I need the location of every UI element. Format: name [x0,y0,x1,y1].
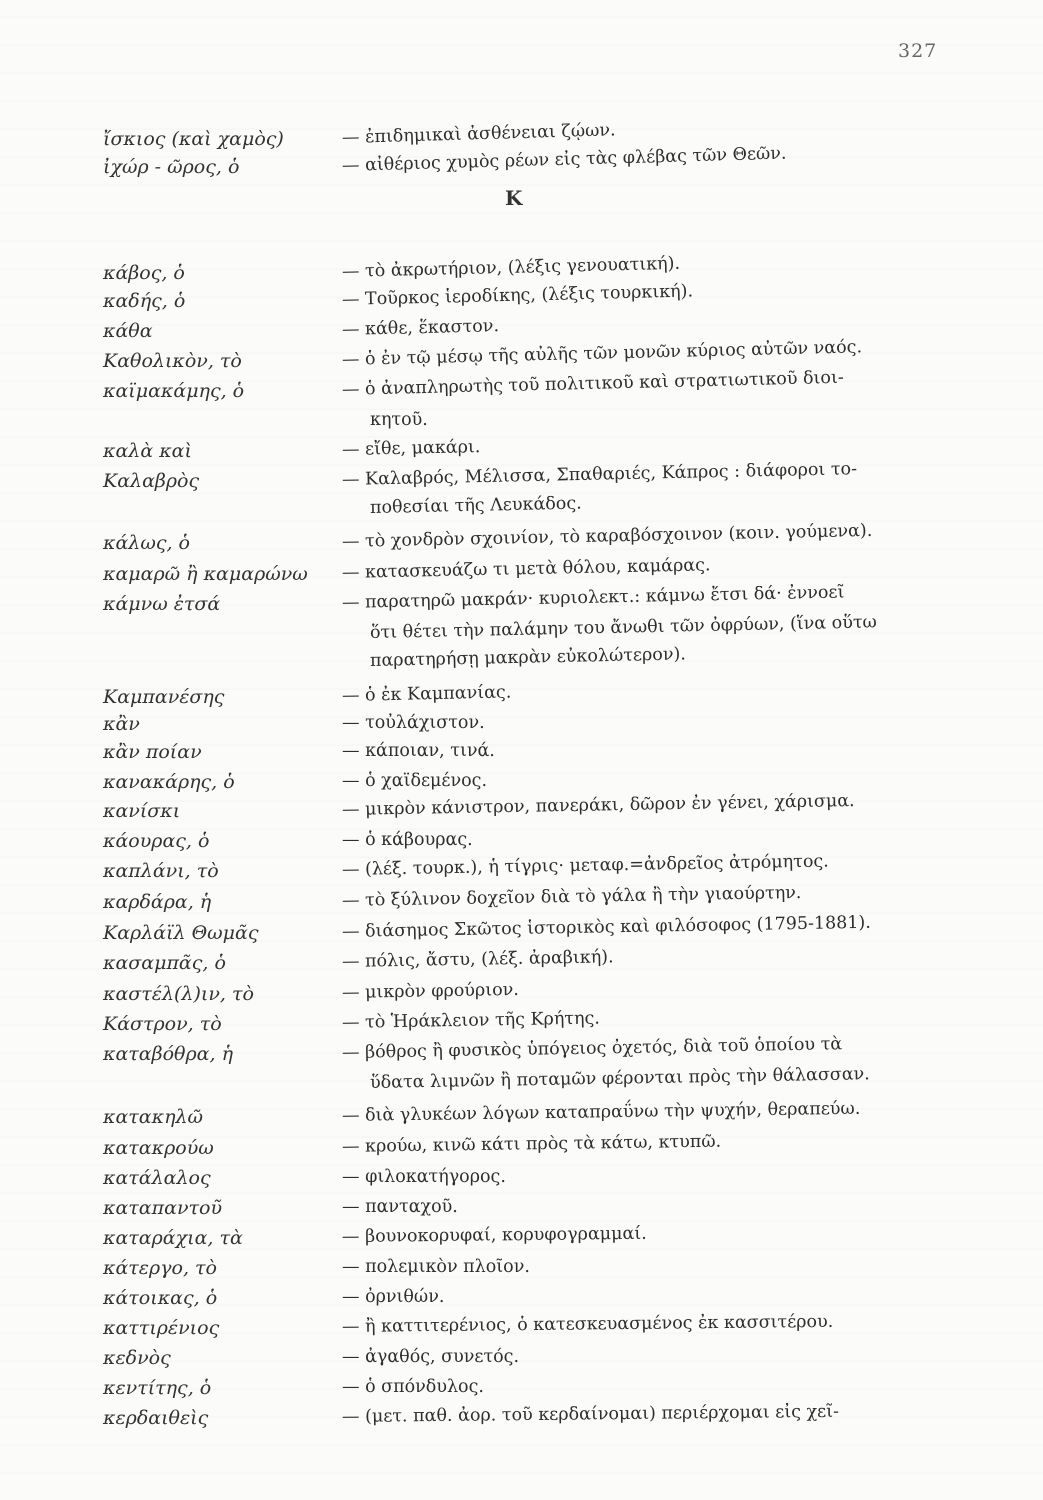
entry-definition: — τὸ ξύλινον δοχεῖον διὰ τὸ γάλα ἢ τὴν γιαούρτην. [341,882,802,911]
entry-definition: — ἐπιδημικαὶ ἀσθένειαι ζῴων. [341,120,616,148]
entry-term: ἰχώρ - ῶρος, ὁ [103,156,240,178]
entry-definition: — (μετ. παθ. ἀορ. τοῦ κερδαίνομαι) περιέρχομαι εἰς χεῖ- [341,1401,840,1427]
entry-definition: — πανταχοῦ. [342,1197,458,1217]
entry-definition: — ὁ χαϊδεμένος. [342,771,488,791]
entry-term: καϊμακάμης, ὁ [103,380,245,402]
entry-definition: — διάσημος Σκῶτος ἱστορικὸς καὶ φιλόσοφος (1795-1881). [341,912,872,942]
entry-term: καστέλ(λ)ιν, τὸ [103,983,254,1005]
entry-term: κάθα [103,320,153,342]
entry-row [0,493,1043,524]
page-number: 327 [898,40,938,62]
entry-term: Καμπανέσης [103,686,225,708]
entry-term: κἂν [103,713,140,735]
entry-row [0,459,1043,496]
entry-term: κάτοικας, ὁ [103,1287,218,1309]
entry-row [0,1311,1043,1343]
entry-term: κάτεργο, τὸ [103,1257,217,1279]
entry-definition-continuation: ποθεσίαι τῆς Λευκάδος. [369,493,582,518]
entry-row [0,912,1043,948]
entry-term: Κάστρον, τὸ [103,1013,222,1035]
entry-definition: — ὀρνιθών. [342,1287,445,1307]
entry-term: καπλάνι, τὸ [103,860,219,882]
entry-term: κανακάρης, ὁ [103,771,235,793]
entry-row [0,1223,1043,1253]
entry-row [0,791,1043,826]
entry-row [0,882,1043,917]
entry-term: Καρλάϊλ Θωμᾶς [103,922,259,944]
entry-row [0,830,1043,856]
entry-row [0,713,1043,739]
entry-definition: — φιλοκατήγορος. [342,1167,506,1187]
entry-definition: — τὸ ἀκρωτήριον, (λέξις γενουατική). [341,253,681,282]
entry-definition: — τοὐλάχιστον. [342,713,485,733]
entry-row [0,316,1043,346]
entry-term: κατακηλῶ [103,1106,204,1128]
entry-definition: — εἴθε, μακάρι. [341,437,481,460]
entry-row [0,143,1043,182]
entry-definition: — ὁ σπόνδυλος. [342,1377,484,1397]
entry-row [0,1347,1043,1373]
entry-term: κεντίτης, ὁ [103,1377,212,1399]
entry-definition: — ἢ καττιτερένιος, ὁ κατεσκευασμένος ἐκ κασσιτέρου. [341,1311,834,1337]
entry-term: κανίσκι [103,800,181,822]
entry-term: καμαρῶ ἢ καμαρώνω [103,563,308,585]
entry-term: κεδνὸς [103,1347,171,1369]
entry-row [0,1257,1043,1283]
entry-definition-continuation: κητοῦ. [370,410,428,430]
entry-term: Καθολικὸν, τὸ [103,350,242,372]
entry-row [0,437,1043,466]
entry-definition: — ὁ ἐκ Καμπανίας. [341,682,512,706]
entry-definition: — (λέξ. τουρκ.), ἡ τίγρις· μεταφ.=ἀνδρεῖος ἀτρόμητος. [341,851,829,880]
entry-row [0,281,1043,316]
entry-row [0,582,1043,619]
entry-row [0,771,1043,797]
entry-term: κερδαιθεὶς [103,1407,209,1429]
entry-definition: — μικρὸν κάνιστρον, πανεράκι, δῶρον ἐν γένει, χάρισμα. [341,791,855,820]
entry-row [0,253,1043,288]
entry-term: καδής, ὁ [103,290,186,312]
entry-term: κἂν ποίαν [103,741,202,763]
entry-row [0,1401,1043,1433]
entry-term: ἴσκιος (καὶ χαμὸς) [103,128,284,150]
entry-definition: — Τοῦρκος ἱεροδίκης, (λέξις τουρκική). [341,281,694,310]
entry-term: καρδάρα, ἡ [103,891,212,913]
entry-definition: — βουνοκορυφαί, κορυφογραμμαί. [341,1223,647,1247]
entry-row [0,410,1043,436]
entry-row [0,1034,1043,1069]
entry-definition: — κατασκευάζω τι μετὰ θόλου, καμάρας. [341,555,711,583]
entry-term: κάουρας, ὁ [103,830,210,852]
entry-row [0,555,1043,589]
entry-definition: — ὁ κάβουρας. [342,830,473,850]
entry-definition: — κρούω, κινῶ κάτι πρὸς τὰ κάτω, κτυπῶ. [341,1131,722,1157]
entry-term: κάμνω ἐτσά [103,593,221,615]
entry-term: καταπαντοῦ [103,1197,223,1219]
entry-term: καλὰ καὶ [103,440,192,462]
entry-row [0,337,1043,376]
entry-row [0,1098,1043,1132]
entry-term: κασαμπᾶς, ὁ [103,952,226,974]
entry-row [0,682,1043,712]
entry-row [0,520,1043,558]
entry-definition: — ὁ ἀναπληρωτὴς τοῦ πολιτικοῦ καὶ στρατιωτικοῦ διοι- [341,367,844,400]
entry-definition: — μικρὸν φρούριον. [341,979,520,1003]
entry-definition: — αἰθέριος χυμὸς ρέων εἰς τὰς φλέβας τῶν Θεῶν. [341,143,787,176]
entry-definition: — κάποιαν, τινά. [342,741,495,761]
section-letter-heading: Κ [505,186,523,210]
entry-term: καταράχια, τὰ [103,1227,243,1249]
entry-row [0,367,1043,406]
entry-definition: — κάθε, ἕκαστον. [341,316,500,340]
entry-definition: — παρατηρῶ μακράν· κυριολεκτ.: κάμνω ἔτσι δά· ἐννοεῖ [341,582,845,613]
entry-term: κατακρούω [103,1137,214,1159]
entry-row [0,947,1043,978]
entry-term: κάλως, ὁ [103,532,190,554]
entry-definition: — τὸ Ἡράκλειον τῆς Κρήτης. [341,1008,601,1033]
entry-term: Καλαβρὸς [103,470,200,492]
entry-definition: — πόλις, ἄστυ, (λέξ. ἀραβική). [341,947,614,972]
entry-row [0,1377,1043,1403]
entry-row [0,612,1043,649]
entry-row [0,1064,1043,1099]
entry-definition: — βόθρος ἢ φυσικὸς ὑπόγειος ὀχετός, διὰ τοῦ ὁποίου τὰ [341,1034,843,1063]
entry-row [0,979,1043,1009]
entry-definition: — πολεμικὸν πλοῖον. [342,1257,530,1277]
entry-row [0,1287,1043,1313]
entry-definition: — ἀγαθός, συνετός. [342,1347,520,1367]
entry-definition-continuation: ὕδατα λιμνῶν ἢ ποταμῶν φέρονται πρὸς τὴν θάλασσαν. [369,1064,870,1093]
entry-definition: — Καλαβρός, Μέλισσα, Σπαθαριές, Κάπρος : διάφοροι το- [341,459,858,490]
entry-row [0,741,1043,767]
entry-row [0,644,1043,677]
entry-term: καταβόθρα, ἡ [103,1043,233,1065]
entry-row [0,1131,1043,1163]
entry-definition-continuation: ὅτι θέτει τὴν παλάμην του ἄνωθι τῶν ὀφρύων, (ἵνα οὕτω [369,612,878,643]
entry-definition: — ὁ ἐν τῷ μέσῳ τῆς αὐλῆς τῶν μονῶν κύριος αὐτῶν ναός. [341,337,863,370]
entry-term: κάβος, ὁ [103,262,185,284]
entry-definition: — διὰ γλυκέων λόγων καταπραΰνω τὴν ψυχήν, θεραπεύω. [341,1098,861,1126]
entry-term: κατάλαλος [103,1167,211,1189]
entry-definition: — τὸ χονδρὸν σχοινίον, τὸ καραβόσχοινον (κοιν. γούμενα). [341,520,873,552]
entry-row [0,1197,1043,1223]
entry-term: καττιρένιος [103,1317,220,1339]
entry-row [0,851,1043,886]
entry-row [0,1167,1043,1193]
entry-row [0,1008,1043,1039]
entry-definition-continuation: παρατηρήσῃ μακρὰν εὐκολώτερον). [369,644,687,671]
